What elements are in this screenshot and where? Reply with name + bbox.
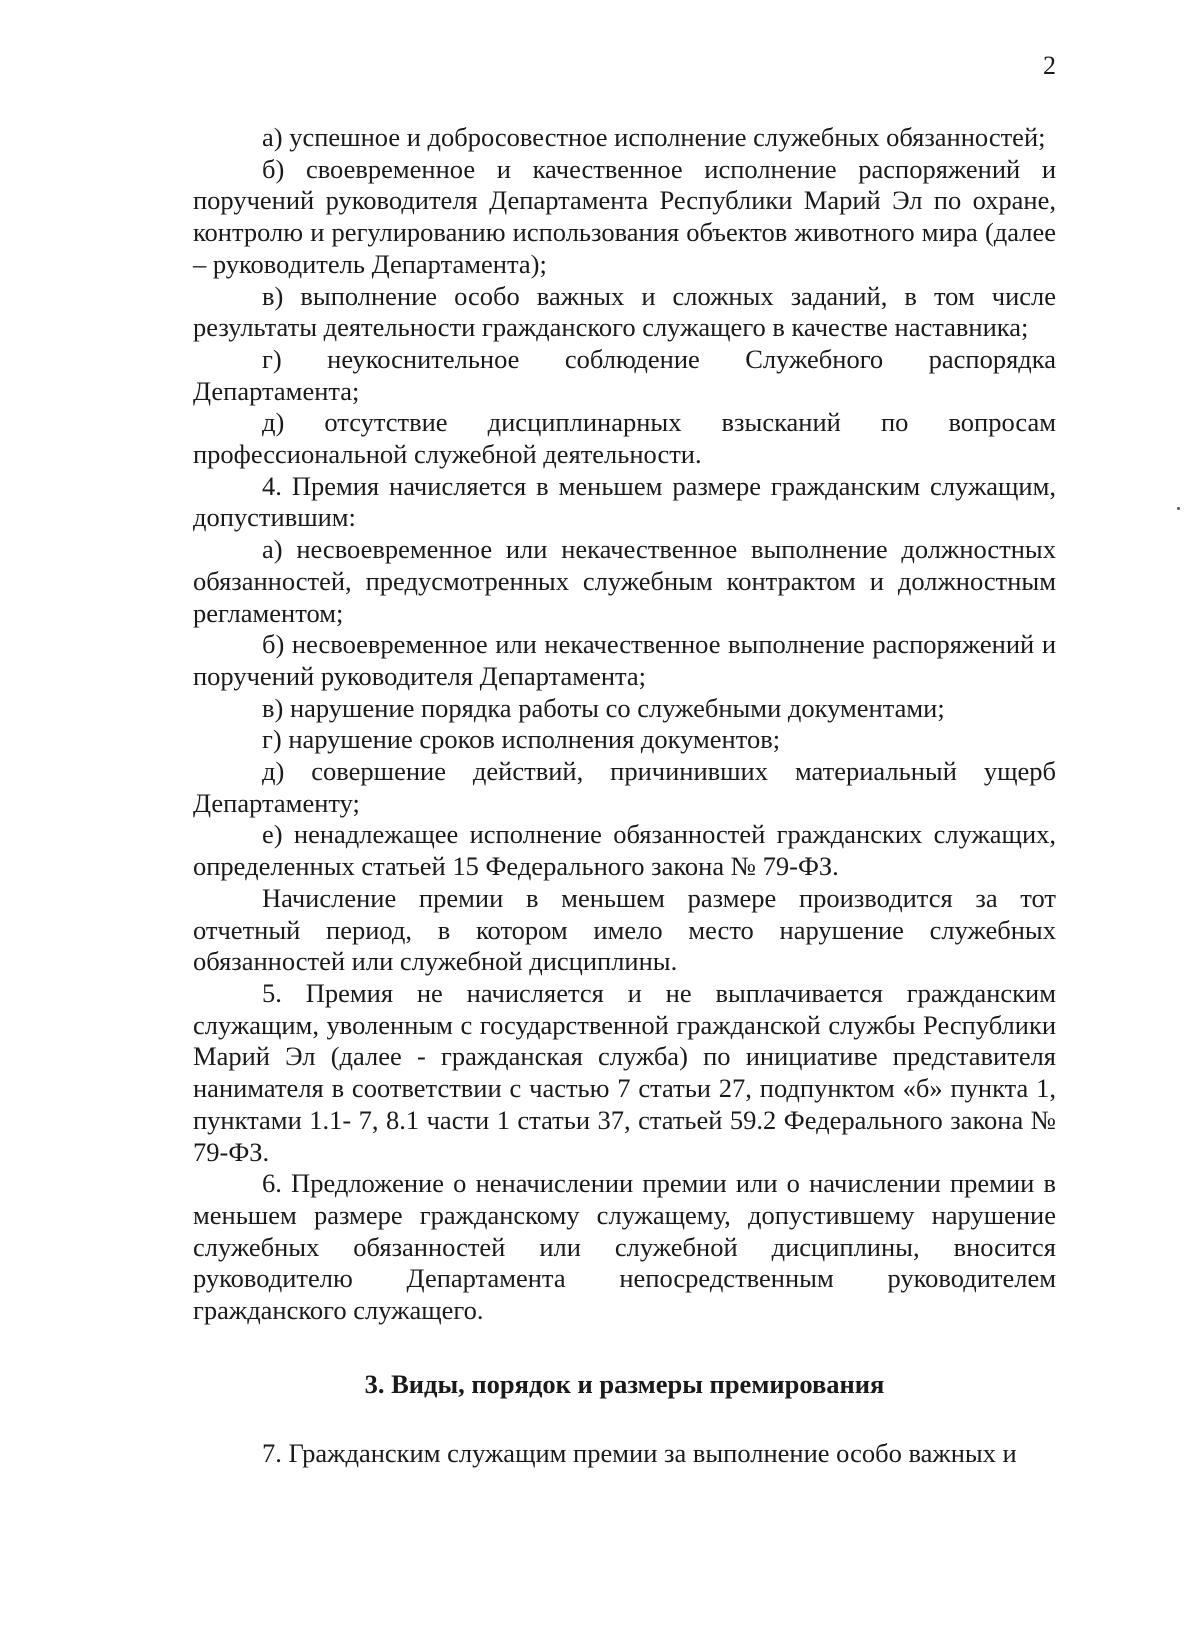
paragraph-3a: а) успешное и добросовестное исполнение служебных обязанностей;: [262, 122, 1046, 152]
paragraph-7: 7. Гражданским служащим премии за выполнение особо важных и: [262, 1438, 1017, 1469]
paragraph-4-note: Начисление премии в меньшем размере производится за тот отчетный период, в котором имело место нарушение служебных обязанностей или служебной дисциплины.: [193, 882, 1056, 977]
paragraph-4v: в) нарушение порядка работы со служебными документами;: [262, 692, 945, 723]
paragraph-3b: б) своевременное и качественное исполнение распоряжений и поручений руководителя Департамента Республики Марий Эл по охране, контролю и регулированию использования объектов животного мира (далее – руководитель Департамента);: [193, 153, 1056, 279]
paragraph-3d: д) отсутствие дисциплинарных взысканий по вопросам профессиональной служебной деятельности.: [193, 407, 1056, 470]
paragraph-6: 6. Предложение о неначислении премии или о начислении премии в меньшем размере гражданскому служащему, допустившему нарушение служебных обязанностей или служебной дисциплины, вносится руководителю Департамента непосредственным руководителем гражданского служащего.: [193, 1168, 1056, 1326]
scan-speck: [1177, 507, 1180, 510]
paragraph-4e: е) ненадлежащее исполнение обязанностей гражданских служащих, определенных статьей 15 Федерального закона № 79-ФЗ.: [193, 819, 1056, 882]
paragraph-4g: г) нарушение сроков исполнения документов;: [262, 724, 781, 755]
paragraph-4b: б) несвоевременное или некачественное выполнение распоряжений и поручений руководителя Департамента;: [193, 629, 1056, 691]
paragraph-4: 4. Премия начисляется в меньшем размере гражданским служащим, допустившим:: [193, 470, 1056, 533]
paragraph-3v: в) выполнение особо важных и сложных заданий, в том числе результаты деятельности гражданского служащего в качестве наставника;: [193, 280, 1056, 343]
section-heading: 3. Виды, порядок и размеры премирования: [364, 1368, 885, 1399]
document-body: [193, 122, 1056, 1470]
paragraph-3g: г) неукоснительное соблюдение Служебного распорядка Департамента;: [193, 343, 1056, 406]
page-number: 2: [1043, 51, 1056, 80]
paragraph-4a: а) несвоевременное или некачественное выполнение должностных обязанностей, предусмотренных служебным контрактом и должностным регламентом;: [193, 534, 1056, 628]
paragraph-5: 5. Премия не начисляется и не выплачивается гражданским служащим, уволенным с государственной гражданской службы Республики Марий Эл (далее - гражданская служба) по инициативе представителя нанимателя в соответствии с частью 7 статьи 27, подпунктом «б» пункта 1, пунктами 1.1- 7, 8.1 части 1 статьи 37, статьей 59.2 Федерального закона № 79-ФЗ.: [193, 977, 1056, 1167]
paragraph-4d: д) совершение действий, причинивших материальный ущерб Департаменту;: [193, 756, 1056, 818]
